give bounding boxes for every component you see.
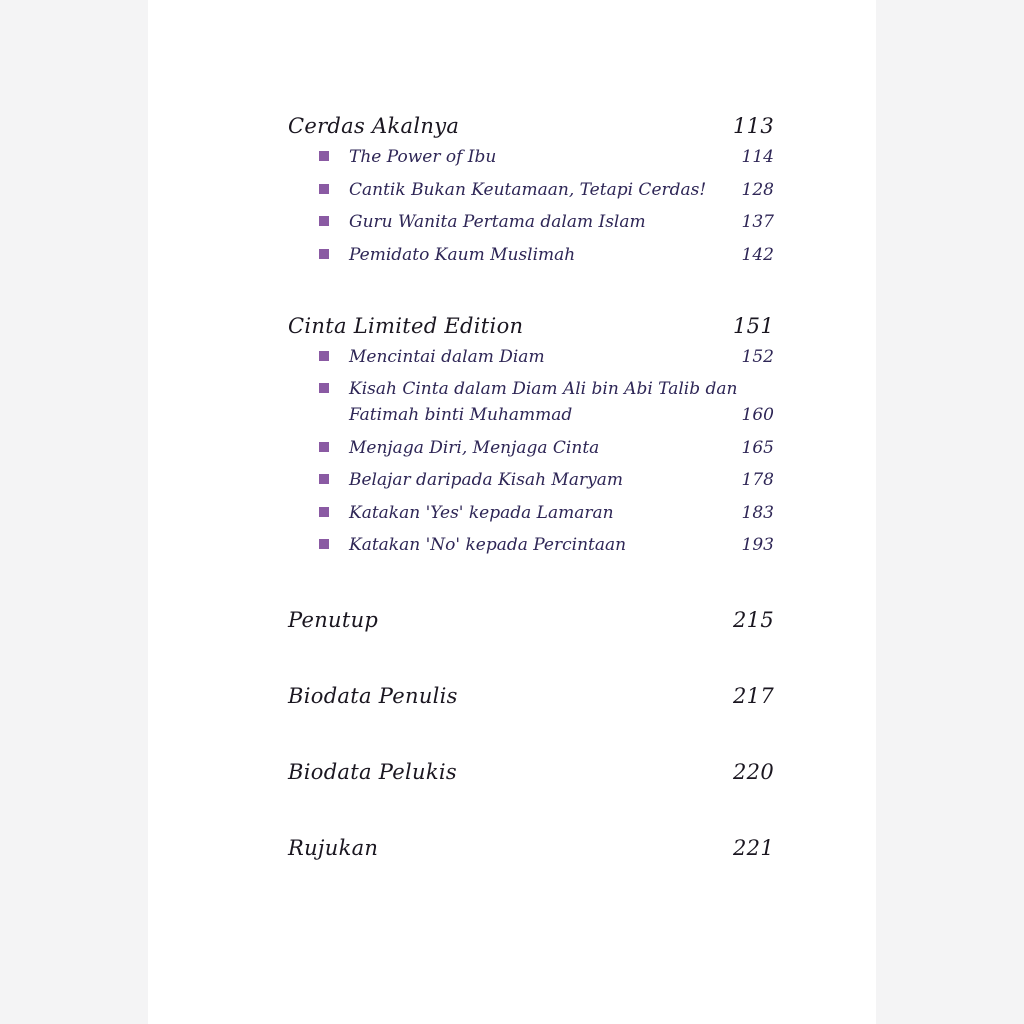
toc-heading-page: 151 <box>733 313 774 338</box>
toc-entry-title-line1: Kisah Cinta dalam Diam Ali bin Abi Talib dan <box>349 379 738 399</box>
toc-section-biodata-pelukis <box>288 754 774 790</box>
toc-heading <box>288 754 774 790</box>
square-bullet-icon <box>319 216 329 226</box>
toc-heading-title: Cinta Limited Edition <box>288 313 524 338</box>
toc-heading-title: Rujukan <box>288 836 379 860</box>
toc-entry-page: 114 <box>741 147 774 167</box>
toc-section-penutup <box>288 602 774 638</box>
toc-heading <box>288 308 774 344</box>
toc-entry <box>288 177 774 203</box>
toc-entry-page: 128 <box>741 179 774 200</box>
toc-heading-title: Penutup <box>288 608 379 632</box>
square-bullet-icon <box>319 539 329 549</box>
table-of-contents <box>288 108 774 906</box>
toc-entry-page: 165 <box>741 437 774 458</box>
toc-sub-list <box>288 144 774 268</box>
toc-entry <box>288 242 774 268</box>
square-bullet-icon <box>319 151 329 161</box>
toc-entry-page: 142 <box>741 244 774 265</box>
toc-entry-page: 193 <box>741 535 774 555</box>
toc-entry-title: Pemidato Kaum Muslimah <box>349 244 576 265</box>
toc-entry-title: Menjaga Diri, Menjaga Cinta <box>349 437 600 458</box>
toc-entry-page: 160 <box>741 405 774 425</box>
toc-entry <box>288 376 774 428</box>
toc-heading-title: Cerdas Akalnya <box>288 114 460 138</box>
toc-heading-page: 221 <box>733 836 774 860</box>
toc-entry <box>288 344 774 370</box>
toc-entry <box>288 209 774 235</box>
toc-entry-title: The Power of Ibu <box>349 147 497 167</box>
toc-section-cerdas-akalnya <box>288 108 774 268</box>
toc-entry-title: Katakan 'Yes' kepada Lamaran <box>349 502 614 523</box>
square-bullet-icon <box>319 507 329 517</box>
toc-entry-page: 137 <box>741 212 774 232</box>
toc-entry <box>288 532 774 558</box>
toc-sub-list <box>288 344 774 559</box>
toc-section-biodata-penulis <box>288 678 774 714</box>
toc-entry-page: 178 <box>741 470 774 490</box>
toc-entry-title: Cantik Bukan Keutamaan, Tetapi Cerdas! <box>349 179 707 200</box>
square-bullet-icon <box>319 442 329 452</box>
toc-heading-page: 220 <box>733 760 774 784</box>
toc-heading-page: 217 <box>733 684 774 708</box>
toc-heading <box>288 108 774 144</box>
toc-heading-page: 113 <box>733 114 774 138</box>
toc-entry <box>288 467 774 493</box>
toc-heading-page: 215 <box>733 608 774 632</box>
toc-entry-title: Katakan 'No' kepada Percintaan <box>349 535 627 555</box>
toc-heading-title: Biodata Penulis <box>288 684 458 708</box>
toc-heading <box>288 678 774 714</box>
toc-entry <box>288 144 774 170</box>
toc-entry-title-line2: Fatimah binti Muhammad <box>349 405 573 425</box>
square-bullet-icon <box>319 383 329 393</box>
square-bullet-icon <box>319 184 329 194</box>
square-bullet-icon <box>319 249 329 259</box>
toc-entry <box>288 435 774 461</box>
toc-entry-title: Belajar daripada Kisah Maryam <box>349 470 623 490</box>
toc-section-cinta-limited-edition <box>288 308 774 559</box>
toc-entry <box>288 500 774 526</box>
square-bullet-icon <box>319 474 329 484</box>
toc-heading-title: Biodata Pelukis <box>288 760 457 784</box>
toc-heading <box>288 602 774 638</box>
toc-entry-page: 183 <box>741 502 774 523</box>
toc-entry-page: 152 <box>741 346 774 367</box>
toc-heading <box>288 830 774 866</box>
square-bullet-icon <box>319 351 329 361</box>
toc-entry-title: Guru Wanita Pertama dalam Islam <box>349 212 646 232</box>
toc-section-rujukan <box>288 830 774 866</box>
toc-entry-title: Mencintai dalam Diam <box>349 346 545 367</box>
